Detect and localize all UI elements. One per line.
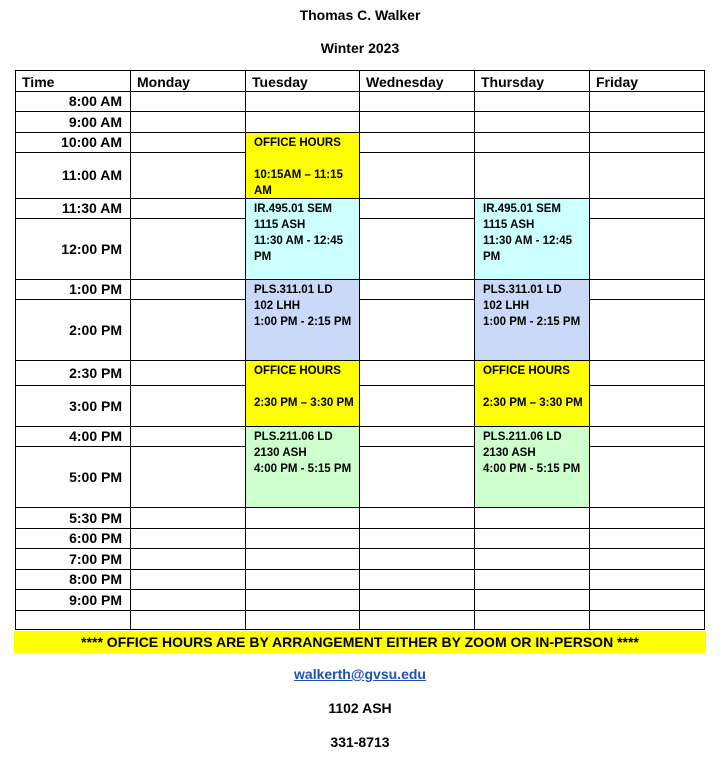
block-text: 1:00 PM - 2:15 PM: [483, 316, 581, 328]
time-slot-label: 1:00 PM: [69, 281, 122, 297]
block-text: PLS.211.06 LD: [483, 431, 562, 443]
block-text: 102 LHH: [254, 300, 301, 312]
block-text: 2:30 PM – 3:30 PM: [483, 397, 583, 409]
office-location: 1102 ASH: [328, 700, 392, 716]
schedule-table: [15, 70, 705, 630]
block-text: 4:00 PM - 5:15 PM: [254, 463, 352, 475]
block-text: 2130 ASH: [254, 447, 307, 459]
block-text: 1115 ASH: [254, 219, 306, 231]
grid-col-line: [359, 70, 360, 630]
schedule-block: [246, 280, 359, 360]
time-slot-label: 10:00 AM: [61, 134, 122, 150]
block-text: 2:30 PM – 3:30 PM: [254, 397, 354, 409]
block-text: [254, 151, 355, 167]
block-text: 4:00 PM - 5:15 PM: [483, 463, 581, 475]
schedule-block: [475, 361, 589, 426]
office-hours-banner: **** OFFICE HOURS ARE BY ARRANGEMENT EITHER BY ZOOM OR IN-PERSON ****: [14, 631, 706, 653]
schedule-block: [475, 199, 589, 279]
block-text: 1115 ASH: [483, 219, 535, 231]
block-text: [483, 379, 585, 395]
block-text: [254, 379, 355, 395]
schedule-block: [246, 199, 359, 279]
time-slot-label: 5:30 PM: [69, 509, 122, 526]
block-text: OFFICE HOURS: [483, 365, 570, 377]
phone-number: 331-8713: [330, 734, 390, 750]
instructor-name: Thomas C. Walker: [299, 7, 421, 23]
block-text: 102 LHH: [483, 300, 530, 312]
time-slot-label: [15, 610, 130, 630]
day-header-thursday: Thursday: [481, 73, 545, 90]
time-slot-label: 4:00 PM: [69, 428, 122, 444]
grid-col-line: [130, 70, 131, 630]
day-header-monday: Monday: [137, 73, 190, 90]
term-title: Winter 2023: [320, 40, 400, 56]
day-header-tuesday: Tuesday: [252, 73, 308, 90]
time-slot-label: 8:00 AM: [68, 93, 122, 109]
schedule-block: [246, 133, 359, 198]
time-slot-label: 3:00 PM: [69, 397, 122, 414]
time-slot-label: 11:30 AM: [61, 200, 122, 216]
time-slot-label: 7:00 PM: [69, 550, 122, 567]
time-slot-label: 5:00 PM: [69, 468, 122, 485]
block-text: OFFICE HOURS: [254, 365, 341, 377]
schedule-block: [475, 280, 589, 360]
block-text: 11:30 AM - 12:45 PM: [254, 235, 347, 263]
schedule-block: [246, 427, 359, 507]
day-header-wednesday: Wednesday: [366, 73, 444, 90]
block-text: OFFICE HOURS: [254, 137, 341, 149]
grid-col-line: [704, 70, 705, 630]
time-slot-label: 11:00 AM: [61, 167, 122, 183]
contact-email: [0, 666, 720, 682]
time-slot-label: 12:00 PM: [61, 240, 122, 257]
block-text: PLS.211.06 LD: [254, 431, 333, 443]
time-slot-label: 2:00 PM: [69, 321, 122, 338]
grid-col-line: [589, 70, 590, 630]
block-text: PLS.311.01 LD: [483, 284, 562, 296]
block-text: IR.495.01 SEM: [254, 203, 332, 215]
time-slot-label: 6:00 PM: [69, 530, 122, 546]
schedule-block: [475, 427, 589, 507]
time-slot-label: 8:00 PM: [69, 571, 122, 587]
block-text: PLS.311.01 LD: [254, 284, 333, 296]
time-slot-label: 9:00 AM: [68, 113, 122, 130]
block-text: 1:00 PM - 2:15 PM: [254, 316, 352, 328]
time-slot-label: 9:00 PM: [69, 591, 122, 608]
block-text: 11:30 AM - 12:45 PM: [483, 235, 576, 263]
day-header-friday: Friday: [596, 73, 639, 90]
time-column-header: Time: [22, 73, 55, 90]
block-text: IR.495.01 SEM: [483, 203, 561, 215]
block-text: 10:15AM – 11:15 AM: [254, 169, 346, 197]
time-slot-label: 2:30 PM: [69, 364, 122, 381]
schedule-block: [246, 361, 359, 426]
email-link[interactable]: walkerth@gvsu.edu: [294, 666, 426, 682]
block-text: 2130 ASH: [483, 447, 536, 459]
